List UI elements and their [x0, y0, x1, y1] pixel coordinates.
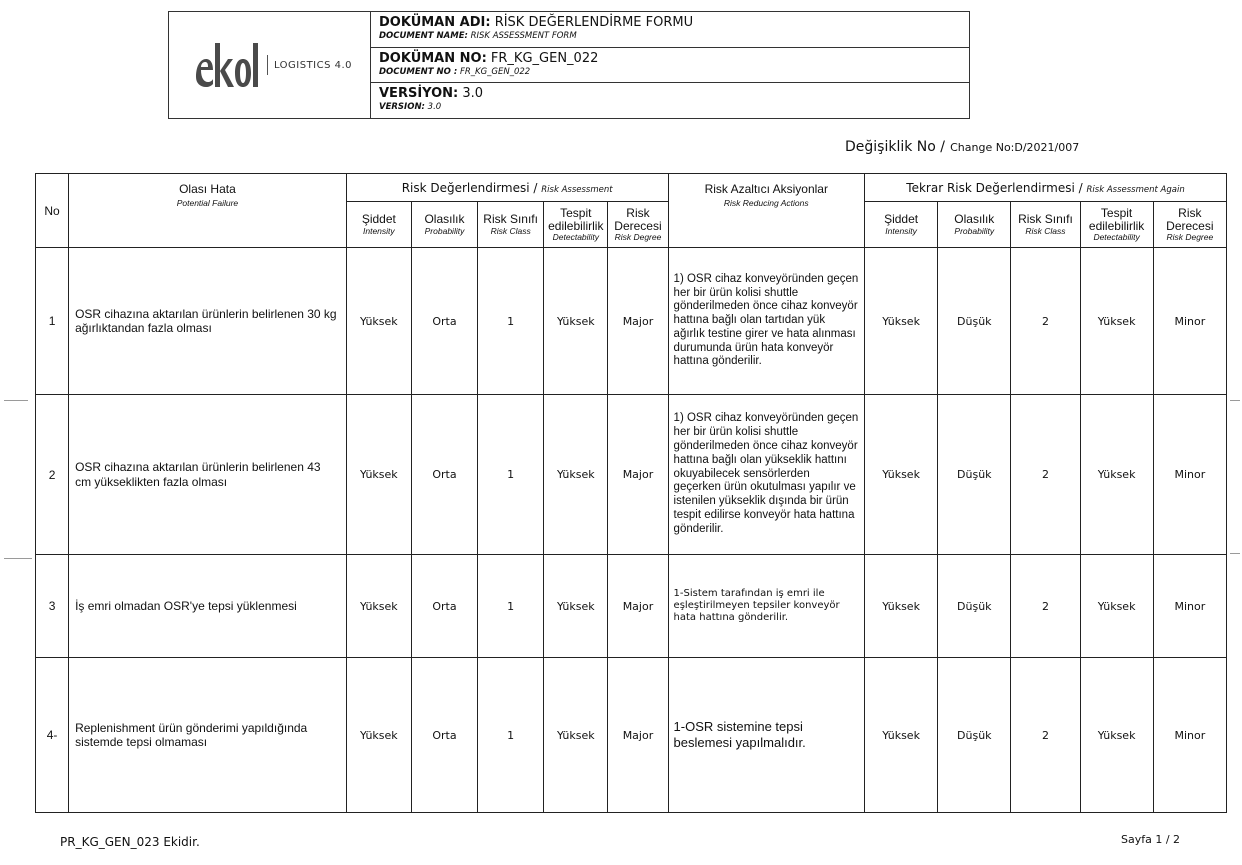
header-failure-label: Olası Hata — [179, 182, 236, 196]
row-number: 3 — [36, 555, 69, 658]
reassessed-probability: Düşük — [938, 658, 1011, 813]
version-row — [371, 83, 969, 118]
reassessed-detectability: Yüksek — [1080, 658, 1153, 813]
header-reassessment-en: Risk Assessment Again — [1086, 184, 1185, 195]
subheader-r-intensity — [865, 202, 938, 248]
risk-degree: Major — [608, 658, 668, 813]
subheader-r-risk-class — [1011, 202, 1080, 248]
reassessed-risk-class: 2 — [1011, 395, 1080, 555]
risk-class: 1 — [478, 248, 544, 395]
reassessed-intensity: Yüksek — [865, 555, 938, 658]
header-failure — [69, 174, 347, 248]
header-failure-en: Potential Failure — [176, 198, 239, 208]
doc-no-label: DOKÜMAN NO: — [379, 50, 487, 66]
header-actions-label: Risk Azaltıcı Aksiyonlar — [704, 182, 828, 196]
subheader-label: Olasılık — [424, 212, 465, 227]
reassessed-intensity: Yüksek — [865, 395, 938, 555]
subheader-label: Tespit edilebilirlik — [548, 205, 604, 233]
doc-no-en-value: FR_KG_GEN_022 — [459, 66, 531, 77]
change-label: Değişiklik No / — [845, 139, 946, 155]
header-no: No — [36, 174, 69, 248]
ekol-logo-icon — [193, 37, 259, 93]
logo-subtitle: LOGISTICS 4.0 — [273, 59, 353, 71]
subheader-en: Risk Class — [1025, 225, 1066, 236]
subheader-en: Detectability — [552, 232, 599, 243]
risk-reducing-action: 1) OSR cihaz konveyöründen geçen her bir ürün kolisi shuttle gönderilmeden önce cihaz konveyör hattına bağlı olan yükseklik hattını okuyabilecek sensörlerden geçerken ürün okutulması yapılır ve istenilen yükseklik dışında bir ürün tespit edilirse konveyör hata hattına gönderilir. — [668, 395, 864, 555]
intensity: Yüksek — [346, 248, 411, 395]
reassessed-intensity: Yüksek — [865, 248, 938, 395]
header-reassessment-label: Tekrar Risk Değerlendirmesi / — [906, 180, 1083, 195]
scan-mark — [1230, 553, 1240, 554]
version-en-value: 3.0 — [427, 102, 442, 113]
probability: Orta — [411, 248, 477, 395]
risk-class: 1 — [478, 395, 544, 555]
footer-reference: PR_KG_GEN_023 Ekidir. — [60, 835, 200, 849]
reassessed-risk-degree: Minor — [1153, 248, 1226, 395]
subheader-label: Risk Sınıfı — [483, 212, 538, 227]
reassessed-probability: Düşük — [938, 395, 1011, 555]
risk-reducing-action: 1) OSR cihaz konveyöründen geçen her bir ürün kolisi shuttle gönderilmeden önce cihaz konveyör hattına bağlı olan tartıdan yük ağırlık testine girer ve hata alınması durumunda ürün hata konveyör hattına gönderilir. — [668, 248, 864, 395]
subheader-probability — [411, 202, 477, 248]
subheader-r-risk-degree — [1153, 202, 1226, 248]
doc-no-en-label: DOCUMENT NO : — [379, 66, 458, 77]
probability: Orta — [411, 658, 477, 813]
subheader-detectability — [544, 202, 608, 248]
subheader-en: Risk Degree — [1166, 232, 1214, 243]
version-en-label: VERSION: — [379, 102, 425, 113]
potential-failure: İş emri olmadan OSR'ye tepsi yüklenmesi — [69, 555, 347, 658]
table-row — [36, 395, 1227, 555]
table-header-row — [36, 174, 1227, 202]
doc-name-label: DOKÜMAN ADI: — [379, 15, 491, 30]
subheader-r-detectability — [1080, 202, 1153, 248]
potential-failure: OSR cihazına aktarılan ürünlerin belirlenen 43 cm yükseklikten fazla olması — [69, 395, 347, 555]
detectability: Yüksek — [544, 555, 608, 658]
subheader-risk-class — [478, 202, 544, 248]
subheader-en: Probability — [954, 225, 995, 236]
reassessed-probability: Düşük — [938, 555, 1011, 658]
scan-mark — [4, 400, 28, 401]
subheader-en: Risk Class — [490, 225, 531, 236]
subheader-label: Şiddet — [884, 212, 919, 227]
logo-divider — [267, 55, 268, 75]
subheader-label: Olasılık — [954, 212, 995, 227]
risk-class: 1 — [478, 555, 544, 658]
page-number: Sayfa 1 / 2 — [1121, 833, 1181, 846]
header-risk-assessment — [346, 174, 668, 202]
reassessed-detectability: Yüksek — [1080, 248, 1153, 395]
header-risk-assessment-en: Risk Assessment — [541, 184, 613, 195]
risk-degree: Major — [608, 395, 668, 555]
reassessed-risk-class: 2 — [1011, 658, 1080, 813]
detectability: Yüksek — [544, 395, 608, 555]
reassessed-risk-degree: Minor — [1153, 555, 1226, 658]
version-label: VERSİYON: — [379, 86, 459, 102]
intensity: Yüksek — [346, 658, 411, 813]
doc-name-row — [371, 12, 969, 48]
subheader-en: Intensity — [885, 225, 917, 236]
version-value: 3.0 — [462, 86, 484, 102]
reassessed-probability: Düşük — [938, 248, 1011, 395]
table-row — [36, 248, 1227, 395]
document-header — [168, 11, 970, 119]
subheader-intensity — [346, 202, 411, 248]
scan-mark — [4, 558, 32, 559]
change-number — [845, 136, 1079, 155]
header-reassessment — [865, 174, 1227, 202]
header-actions — [668, 174, 864, 248]
subheader-risk-degree — [608, 202, 668, 248]
change-value: Change No:D/2021/007 — [950, 141, 1080, 154]
subheader-en: Risk Degree — [614, 232, 662, 243]
document-info — [371, 12, 969, 118]
subheader-en: Intensity — [363, 225, 395, 236]
doc-name-en-label: DOCUMENT NAME: — [379, 31, 468, 41]
risk-degree: Major — [608, 248, 668, 395]
potential-failure: Replenishment ürün gönderimi yapıldığında sistemde tepsi olmaması — [69, 658, 347, 813]
risk-degree: Major — [608, 555, 668, 658]
header-actions-en: Risk Reducing Actions — [723, 198, 809, 208]
company-logo — [169, 12, 371, 118]
subheader-label: Şiddet — [361, 212, 396, 227]
doc-no-row — [371, 48, 969, 84]
subheader-en: Probability — [424, 225, 465, 236]
reassessed-risk-degree: Minor — [1153, 395, 1226, 555]
intensity: Yüksek — [346, 395, 411, 555]
probability: Orta — [411, 555, 477, 658]
risk-class: 1 — [478, 658, 544, 813]
reassessed-risk-class: 2 — [1011, 555, 1080, 658]
subheader-label: Risk Sınıfı — [1018, 212, 1073, 227]
detectability: Yüksek — [544, 658, 608, 813]
risk-reducing-action: 1-Sistem tarafından iş emri ile eşleştirilmeyen tepsiler konveyör hata hattına gönderilir. — [668, 555, 864, 658]
table-row — [36, 658, 1227, 813]
subheader-label: Tespit edilebilirlik — [1088, 205, 1145, 233]
row-number: 1 — [36, 248, 69, 395]
reassessed-risk-class: 2 — [1011, 248, 1080, 395]
potential-failure: OSR cihazına aktarılan ürünlerin belirlenen 30 kg ağırlıktandan fazla olması — [69, 248, 347, 395]
risk-assessment-table — [35, 173, 1227, 813]
row-number: 2 — [36, 395, 69, 555]
table-row — [36, 555, 1227, 658]
probability: Orta — [411, 395, 477, 555]
risk-reducing-action: 1-OSR sistemine tepsi beslemesi yapılmalıdır. — [668, 658, 864, 813]
row-number: 4- — [36, 658, 69, 813]
reassessed-detectability: Yüksek — [1080, 395, 1153, 555]
scan-mark — [1230, 400, 1240, 401]
subheader-label: Risk Derecesi — [614, 205, 662, 233]
reassessed-risk-degree: Minor — [1153, 658, 1226, 813]
intensity: Yüksek — [346, 555, 411, 658]
header-risk-assessment-label: Risk Değerlendirmesi / — [401, 180, 538, 195]
reassessed-intensity: Yüksek — [865, 658, 938, 813]
detectability: Yüksek — [544, 248, 608, 395]
reassessed-detectability: Yüksek — [1080, 555, 1153, 658]
doc-name-en-value: RISK ASSESSMENT FORM — [470, 31, 577, 41]
subheader-label: Risk Derecesi — [1166, 205, 1214, 233]
doc-name-value: RİSK DEĞERLENDİRME FORMU — [494, 15, 694, 30]
subheader-en: Detectability — [1093, 232, 1140, 243]
doc-no-value: FR_KG_GEN_022 — [490, 50, 599, 66]
subheader-r-probability — [938, 202, 1011, 248]
